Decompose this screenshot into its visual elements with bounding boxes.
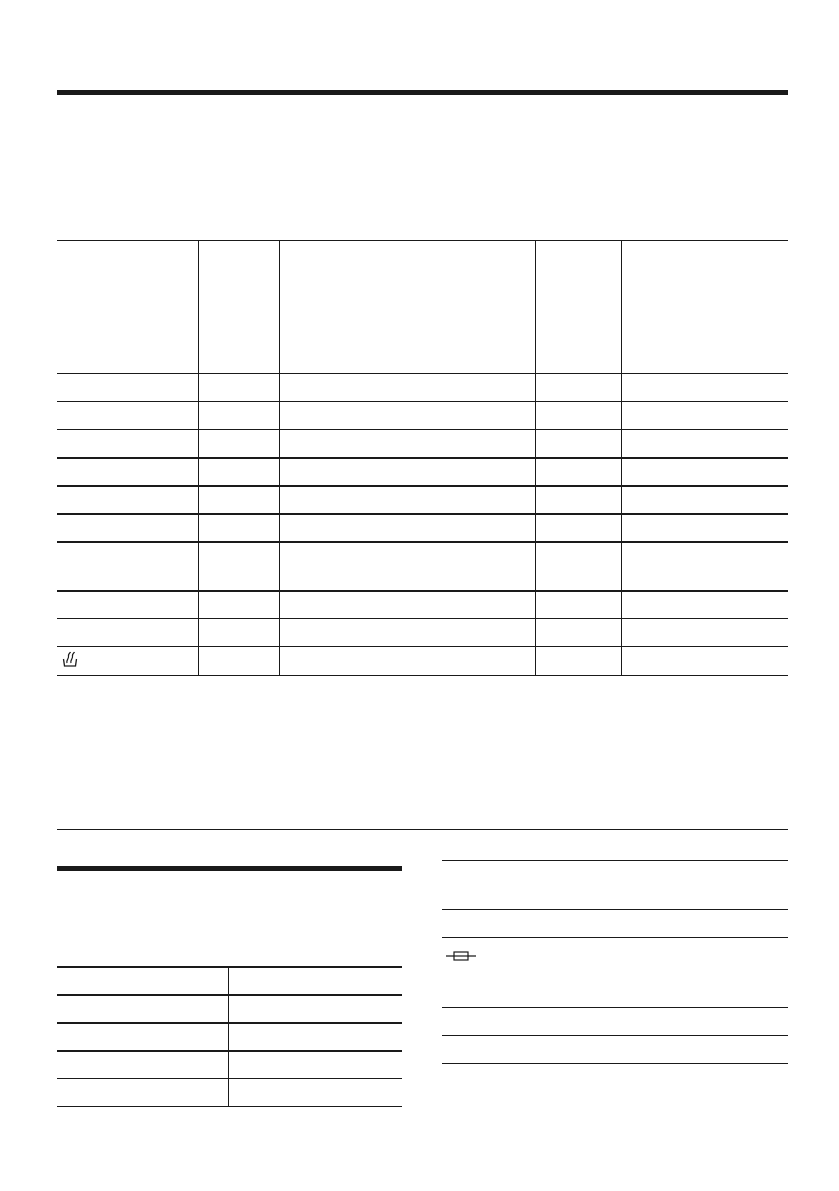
left-spec-table (57, 966, 402, 1108)
table-header-bottom-rule (57, 373, 788, 374)
right-spec-table (442, 860, 788, 1066)
table-row-rule (57, 485, 788, 487)
table-row-rule (442, 1035, 788, 1036)
table-row-rule (57, 401, 788, 402)
table-bottom-rule (57, 675, 788, 676)
table-column-divider (621, 240, 622, 675)
table-row-rule (57, 646, 788, 647)
table-top-rule (57, 966, 402, 968)
table-row-rule (57, 1050, 402, 1052)
table-top-rule (442, 860, 788, 861)
subsection-header-rule (57, 866, 402, 871)
table-row-rule (57, 994, 402, 996)
table-row-rule (442, 937, 788, 938)
rinse-hold-icon (62, 651, 78, 673)
fuse-icon (446, 949, 476, 967)
section-header-rule (57, 90, 788, 95)
table-row-rule (57, 457, 788, 459)
table-row-rule (57, 541, 788, 543)
table-row-rule (442, 909, 788, 910)
table-row-rule (57, 1022, 402, 1024)
table-bottom-rule (442, 1063, 788, 1064)
table-row-rule (57, 1078, 402, 1079)
table-row-rule (57, 590, 788, 592)
program-table (57, 240, 788, 676)
table-bottom-rule (57, 1106, 402, 1107)
table-column-divider (198, 240, 199, 675)
table-top-rule (57, 240, 788, 241)
table-column-divider (279, 240, 280, 675)
table-column-divider (535, 240, 536, 675)
table-row-rule (57, 429, 788, 430)
table-row-rule (57, 513, 788, 515)
section-divider-rule (57, 829, 788, 830)
table-column-divider (228, 966, 229, 1107)
table-row-rule (57, 618, 788, 619)
table-row-rule (442, 1007, 788, 1008)
